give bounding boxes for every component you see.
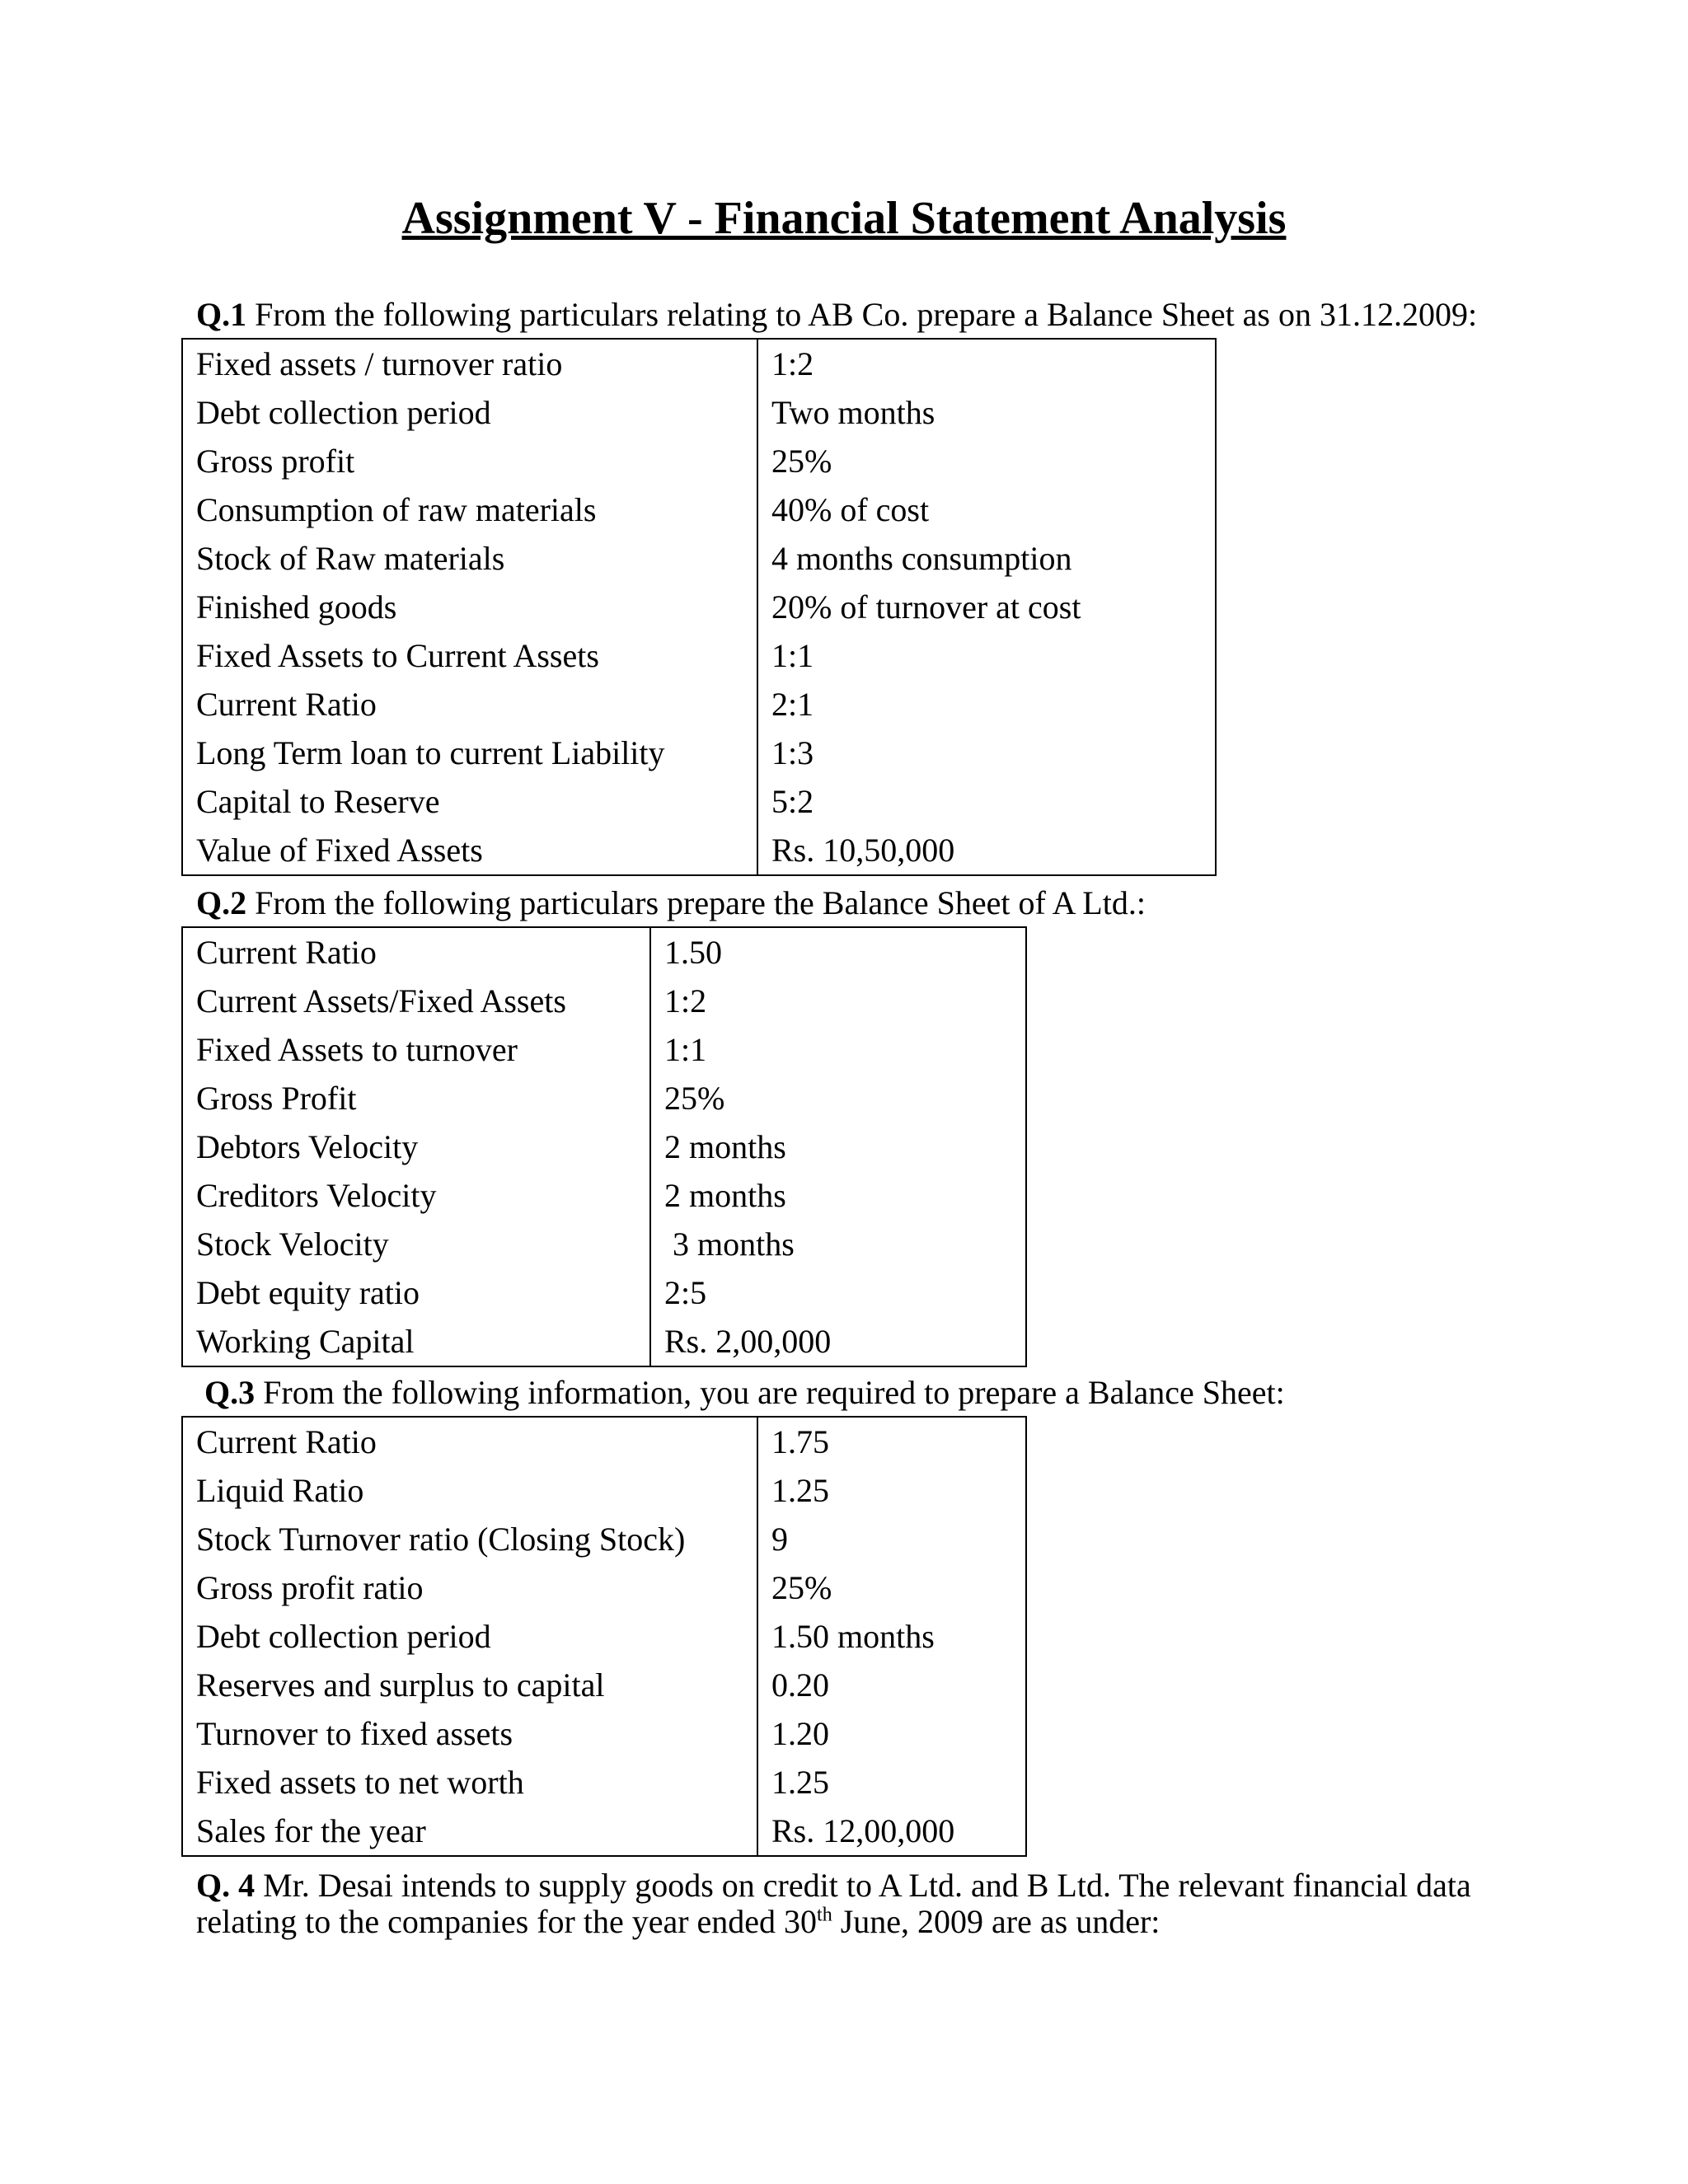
table-row — [182, 1515, 1026, 1563]
row-value: 20% of turnover at cost — [757, 583, 1216, 631]
q4-number: Q. 4 — [196, 1867, 256, 1904]
table-row — [182, 1758, 1026, 1807]
row-label: Sales for the year — [182, 1807, 757, 1856]
row-value: 1.25 — [757, 1758, 1026, 1807]
row-label: Stock Turnover ratio (Closing Stock) — [182, 1515, 757, 1563]
row-label: Gross profit ratio — [182, 1563, 757, 1612]
row-label: Stock Velocity — [182, 1220, 650, 1268]
row-label: Fixed Assets to Current Assets — [182, 631, 757, 680]
table-row — [182, 631, 1216, 680]
row-label: Fixed Assets to turnover — [182, 1025, 650, 1074]
row-value: 1:2 — [757, 339, 1216, 388]
row-label: Long Term loan to current Liability — [182, 729, 757, 777]
table-row — [182, 437, 1216, 485]
table-row — [182, 1317, 1026, 1366]
row-label: Fixed assets to net worth — [182, 1758, 757, 1807]
table-row — [182, 485, 1216, 534]
row-label: Fixed assets / turnover ratio — [182, 339, 757, 388]
row-label: Gross profit — [182, 437, 757, 485]
row-value: 25% — [757, 1563, 1026, 1612]
row-label: Debt collection period — [182, 388, 757, 437]
table-row — [182, 1661, 1026, 1709]
q3-heading — [204, 1375, 1285, 1411]
table-row — [182, 583, 1216, 631]
row-value: 1:2 — [650, 977, 1026, 1025]
row-label: Current Ratio — [182, 927, 650, 977]
row-value: 4 months consumption — [757, 534, 1216, 583]
row-value: 0.20 — [757, 1661, 1026, 1709]
row-value: 2:1 — [757, 680, 1216, 729]
row-value: Rs. 12,00,000 — [757, 1807, 1026, 1856]
row-label: Debt collection period — [182, 1612, 757, 1661]
row-label: Reserves and surplus to capital — [182, 1661, 757, 1709]
row-value: 25% — [650, 1074, 1026, 1122]
row-value: 1.25 — [757, 1466, 1026, 1515]
q1-heading — [196, 297, 1477, 333]
row-label: Finished goods — [182, 583, 757, 631]
row-label: Liquid Ratio — [182, 1466, 757, 1515]
q4-line-2-text-a: relating to the companies for the year ended 30 — [196, 1903, 818, 1940]
row-label: Consumption of raw materials — [182, 485, 757, 534]
row-label: Current Ratio — [182, 680, 757, 729]
table-row — [182, 1807, 1026, 1856]
table-row — [182, 927, 1026, 977]
q3-text: From the following information, you are required to prepare a Balance Sheet: — [255, 1374, 1285, 1411]
q2-table — [181, 926, 1027, 1367]
table-row — [182, 1025, 1026, 1074]
row-value: 1:1 — [757, 631, 1216, 680]
row-value: 1.20 — [757, 1709, 1026, 1758]
q2-heading — [196, 885, 1146, 921]
table-row — [182, 977, 1026, 1025]
row-label: Current Assets/Fixed Assets — [182, 977, 650, 1025]
q4-superscript: th — [817, 1904, 832, 1926]
table-row — [182, 1220, 1026, 1268]
row-value: 3 months — [650, 1220, 1026, 1268]
table-row — [182, 1268, 1026, 1317]
table-row — [182, 1417, 1026, 1466]
row-label: Gross Profit — [182, 1074, 650, 1122]
row-value: 1:1 — [650, 1025, 1026, 1074]
row-label: Current Ratio — [182, 1417, 757, 1466]
row-value: Two months — [757, 388, 1216, 437]
table-row — [182, 339, 1216, 388]
q4-line-1-text: Mr. Desai intends to supply goods on credit to A Ltd. and B Ltd. The relevant financial data — [255, 1867, 1471, 1904]
row-value: 5:2 — [757, 777, 1216, 826]
row-value: 2:5 — [650, 1268, 1026, 1317]
table-row — [182, 826, 1216, 875]
row-value: Rs. 2,00,000 — [650, 1317, 1026, 1366]
row-label: Value of Fixed Assets — [182, 826, 757, 875]
row-value: 25% — [757, 437, 1216, 485]
table-row — [182, 1122, 1026, 1171]
q3-number: Q.3 — [204, 1374, 256, 1411]
q4-line-1 — [196, 1868, 1471, 1904]
q4-line-2-text-b: June, 2009 are as under: — [832, 1903, 1160, 1940]
row-label: Stock of Raw materials — [182, 534, 757, 583]
row-value: Rs. 10,50,000 — [757, 826, 1216, 875]
q3-table — [181, 1416, 1027, 1857]
q1-text: From the following particulars relating to AB Co. prepare a Balance Sheet as on 31.12.2009: — [246, 296, 1478, 333]
q1-table — [181, 338, 1217, 876]
table-row — [182, 680, 1216, 729]
table-row — [182, 388, 1216, 437]
table-row — [182, 534, 1216, 583]
q2-text: From the following particulars prepare the Balance Sheet of A Ltd.: — [246, 884, 1146, 921]
row-value: 40% of cost — [757, 485, 1216, 534]
table-row — [182, 1466, 1026, 1515]
table-row — [182, 1074, 1026, 1122]
q1-number: Q.1 — [196, 296, 247, 333]
row-value: 2 months — [650, 1122, 1026, 1171]
row-value: 1.50 months — [757, 1612, 1026, 1661]
table-row — [182, 1612, 1026, 1661]
row-label: Debtors Velocity — [182, 1122, 650, 1171]
row-label: Working Capital — [182, 1317, 650, 1366]
row-value: 1:3 — [757, 729, 1216, 777]
q4-line-2 — [196, 1904, 1471, 1940]
q2-number: Q.2 — [196, 884, 247, 921]
row-label: Capital to Reserve — [182, 777, 757, 826]
table-row — [182, 729, 1216, 777]
row-label: Creditors Velocity — [182, 1171, 650, 1220]
row-label: Turnover to fixed assets — [182, 1709, 757, 1758]
row-value: 1.75 — [757, 1417, 1026, 1466]
table-row — [182, 1563, 1026, 1612]
table-row — [182, 777, 1216, 826]
page-title: Assignment V - Financial Statement Analysis — [401, 193, 1287, 244]
row-value: 9 — [757, 1515, 1026, 1563]
table-row — [182, 1171, 1026, 1220]
q4-paragraph — [196, 1868, 1471, 1940]
row-value: 1.50 — [650, 927, 1026, 977]
table-row — [182, 1709, 1026, 1758]
row-value: 2 months — [650, 1171, 1026, 1220]
row-label: Debt equity ratio — [182, 1268, 650, 1317]
